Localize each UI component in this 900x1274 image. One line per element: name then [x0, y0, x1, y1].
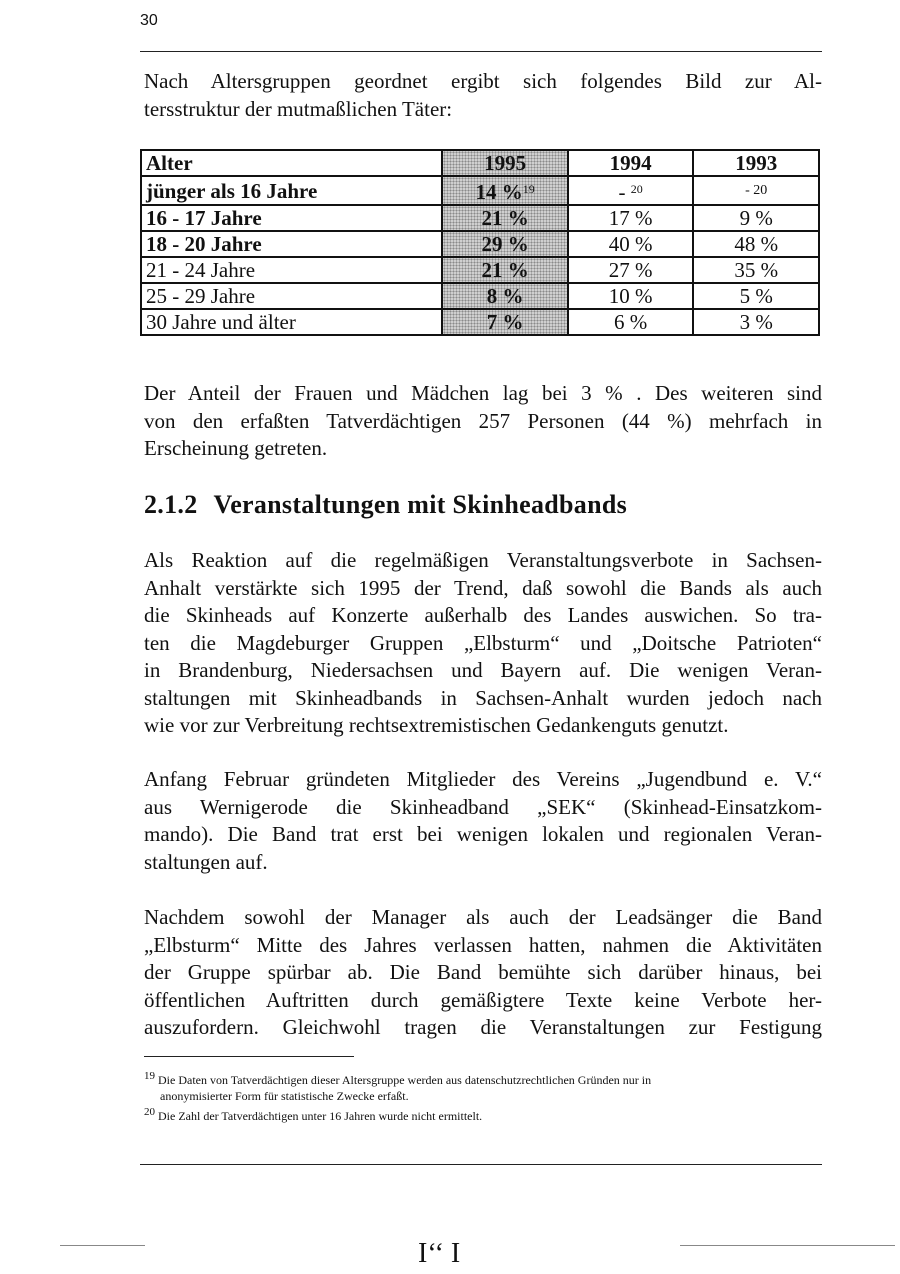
text-line: aus Wernigerode die Skinheadband „SEK“ (Skinhead-Einsatzkom-: [144, 794, 822, 819]
scan-edge-left: [60, 1245, 145, 1246]
age-structure-table: [140, 149, 820, 336]
header-cell-1993: 1993: [693, 150, 819, 176]
footnote-number: 19: [144, 1070, 155, 1082]
header-cell-1994: 1994: [568, 150, 694, 176]
text-line: wie vor zur Verbreitung rechtsextremistischen Gedankenguts genutzt.: [144, 713, 729, 737]
bottom-scan-mark: I‘‘ I: [418, 1238, 461, 1269]
footnote-text: Die Zahl der Tatverdächtigen unter 16 Jahren wurde nicht ermittelt.: [158, 1109, 483, 1123]
text-line: Nachdem sowohl der Manager als auch der Leadsänger die Band: [144, 905, 822, 929]
age-label: 30 Jahre und älter: [141, 309, 442, 335]
value-1994: 40 %: [568, 231, 694, 257]
text-line: der Gruppe spürbar ab. Die Band bemühte sich darüber hinaus, bei: [144, 960, 822, 984]
header-cell-1995: 1995: [442, 150, 568, 176]
text-line: „Elbsturm“ Mitte des Jahres verlassen hatten, nahmen die Aktivitäten: [144, 932, 822, 957]
footnote-ref: 19: [522, 182, 535, 196]
text-line: öffentlichen Auftritten durch gemäßigtere Texte keine Verbote her-: [144, 987, 822, 1012]
value-1995: [442, 176, 568, 205]
text-line: auszufordern. Gleichwohl tragen die Veranstaltungen zur Festigung: [144, 1015, 822, 1039]
table-row: [141, 231, 819, 257]
value-1994: [568, 176, 694, 205]
value-1994: 10 %: [568, 283, 694, 309]
value-1993: 5 %: [693, 283, 819, 309]
value-1993: 48 %: [693, 231, 819, 257]
value-1994: 17 %: [568, 205, 694, 231]
value-1995: 21 %: [442, 205, 568, 231]
footnote-ref: 20: [630, 182, 643, 196]
women-share-paragraph: [144, 380, 822, 463]
age-label: jünger als 16 Jahre: [141, 176, 442, 205]
text-line: von den erfaßten Tatverdächtigen 257 Personen (44 %) mehrfach in: [144, 408, 822, 433]
value-1995: 21 %: [442, 257, 568, 283]
table-row: [141, 257, 819, 283]
age-label: 25 - 29 Jahre: [141, 283, 442, 309]
value-1995: 7 %: [442, 309, 568, 335]
page-number: 30: [140, 12, 158, 29]
footnote-number: 20: [144, 1106, 155, 1118]
section-heading: [144, 490, 627, 520]
value-text: -: [618, 180, 626, 204]
table-row: [141, 205, 819, 231]
age-label: 18 - 20 Jahre: [141, 231, 442, 257]
text-line: Anfang Februar gründeten Mitglieder des Vereins „Jugendbund e. V.“: [144, 767, 822, 791]
text-line: staltungen auf.: [144, 849, 268, 874]
table-row: [141, 176, 819, 205]
value-1995: 29 %: [442, 231, 568, 257]
table-header-row: [141, 150, 819, 176]
value-text: 14 %: [475, 180, 523, 204]
section-number: 2.1.2: [144, 490, 198, 519]
value-1993: - 20: [693, 176, 819, 205]
footer-rule: [140, 1164, 822, 1165]
header-rule: [140, 51, 822, 52]
scan-edge-right: [680, 1245, 895, 1246]
text-line: tersstruktur der mutmaßlichen Täter:: [144, 96, 453, 121]
intro-paragraph: [144, 68, 822, 123]
value-1995: 8 %: [442, 283, 568, 309]
text-line: Erscheinung getreten.: [144, 436, 328, 460]
text-line: Nach Altersgruppen geordnet ergibt sich folgendes Bild zur Al-: [144, 69, 822, 93]
value-1993: 35 %: [693, 257, 819, 283]
footnote-19: [144, 1068, 822, 1088]
age-label: 21 - 24 Jahre: [141, 257, 442, 283]
text-line: mando). Die Band trat erst bei wenigen lokalen und regionalen Veran-: [144, 822, 822, 846]
footnote-20: [144, 1104, 822, 1124]
text-line: in Brandenburg, Niedersachsen und Bayern auf. Die wenigen Veran-: [144, 658, 822, 682]
text-line: ten die Magdeburger Gruppen „Elbsturm“ und „Doitsche Patrioten“: [144, 630, 822, 655]
text-line: die Skinheads auf Konzerte außerhalb des Landes auswichen. So tra-: [144, 603, 822, 627]
text-line: Anhalt verstärkte sich 1995 der Trend, daß sowohl die Bands als auch: [144, 575, 822, 600]
paragraph-reaction: [144, 547, 822, 740]
paragraph-sek: [144, 766, 822, 876]
footnotes: [144, 1068, 822, 1124]
value-1993: 3 %: [693, 309, 819, 335]
section-title: Veranstaltungen mit Skinheadbands: [213, 490, 628, 519]
value-1994: 27 %: [568, 257, 694, 283]
footnote-separator: [144, 1056, 354, 1057]
footnote-text: Die Daten von Tatverdächtigen dieser Altersgruppe werden aus datenschutzrechtlichen Gründen nur in: [158, 1073, 652, 1087]
table-row: [141, 283, 819, 309]
text-line: Der Anteil der Frauen und Mädchen lag bei 3 % . Des weiteren sind: [144, 381, 822, 405]
value-1993: 9 %: [693, 205, 819, 231]
value-1994: 6 %: [568, 309, 694, 335]
age-label: 16 - 17 Jahre: [141, 205, 442, 231]
table-row: [141, 309, 819, 335]
header-cell-alter: Alter: [141, 150, 442, 176]
paragraph-elbsturm: [144, 904, 822, 1042]
footnote-19-continued: anonymisierter Form für statistische Zwecke erfaßt.: [160, 1089, 409, 1103]
text-line: Als Reaktion auf die regelmäßigen Veranstaltungsverbote in Sachsen-: [144, 548, 822, 572]
text-line: staltungen mit Skinheadbands in Sachsen-Anhalt wurden jedoch nach: [144, 685, 822, 710]
